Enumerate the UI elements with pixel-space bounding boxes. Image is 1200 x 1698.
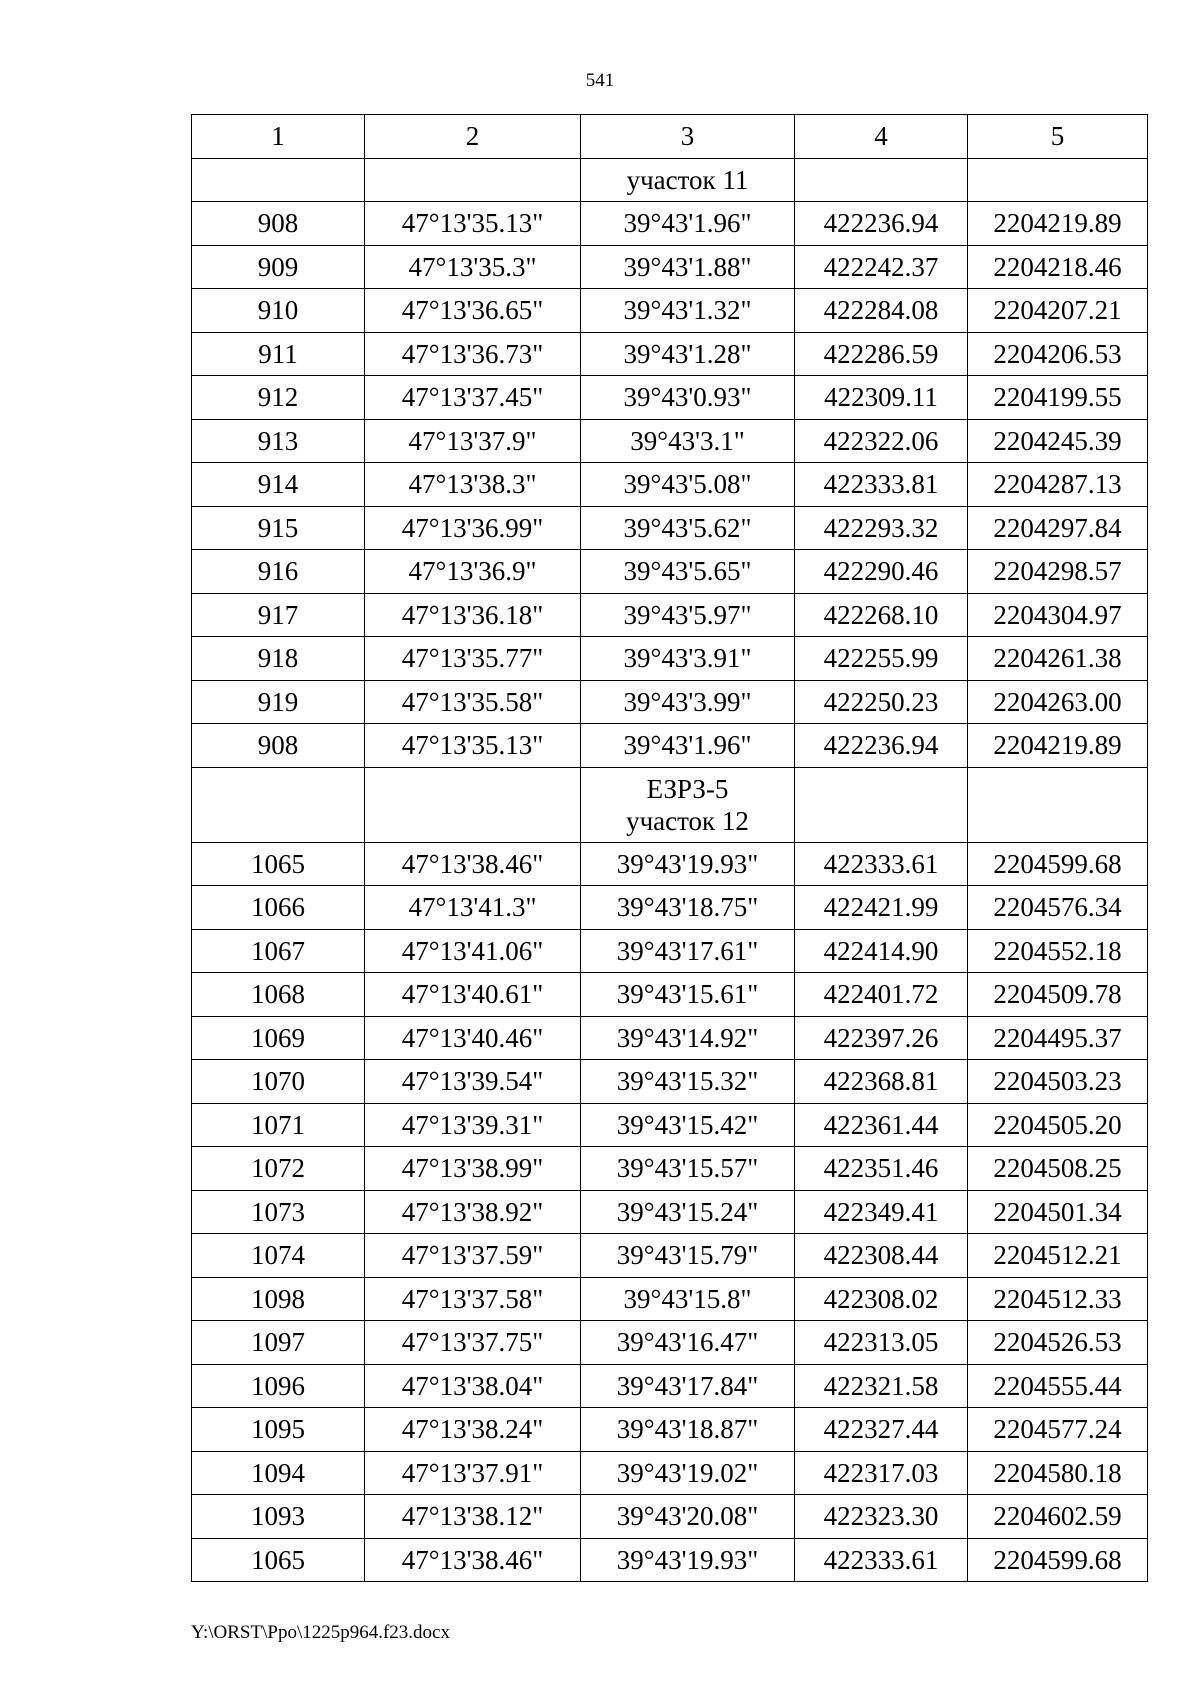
point-number-cell: 1065 [192,842,365,886]
longitude-cell: 39°43'19.02" [581,1451,795,1495]
y-coordinate-cell: 2204508.25 [968,1147,1148,1191]
longitude-cell: 39°43'15.61" [581,973,795,1017]
table-row [192,724,1148,768]
x-coordinate-cell: 422236.94 [795,202,968,246]
table-row [192,289,1148,333]
point-number-cell: 913 [192,419,365,463]
longitude-cell: 39°43'5.08" [581,463,795,507]
latitude-cell: 47°13'38.46" [365,842,581,886]
table-body [192,158,1148,1582]
longitude-cell: 39°43'15.24" [581,1190,795,1234]
table-row [192,550,1148,594]
point-number-cell: 1073 [192,1190,365,1234]
table-row [192,1451,1148,1495]
table-row [192,1277,1148,1321]
y-coordinate-cell: 2204503.23 [968,1060,1148,1104]
point-number-cell: 915 [192,506,365,550]
x-coordinate-cell: 422323.30 [795,1495,968,1539]
latitude-cell: 47°13'36.65" [365,289,581,333]
y-coordinate-cell: 2204245.39 [968,419,1148,463]
x-coordinate-cell: 422421.99 [795,886,968,930]
latitude-cell: 47°13'37.59" [365,1234,581,1278]
x-coordinate-cell: 422368.81 [795,1060,968,1104]
y-coordinate-cell: 2204505.20 [968,1103,1148,1147]
latitude-cell: 47°13'39.31" [365,1103,581,1147]
point-number-cell: 918 [192,637,365,681]
coordinates-table [191,114,1148,1582]
y-coordinate-cell: 2204495.37 [968,1016,1148,1060]
section-label [581,767,795,842]
point-number-cell: 1068 [192,973,365,1017]
y-coordinate-cell: 2204263.00 [968,680,1148,724]
table-row [192,1190,1148,1234]
point-number-cell: 911 [192,332,365,376]
x-coordinate-cell: 422308.44 [795,1234,968,1278]
latitude-cell: 47°13'37.58" [365,1277,581,1321]
y-coordinate-cell: 2204552.18 [968,929,1148,973]
y-coordinate-cell: 2204526.53 [968,1321,1148,1365]
point-number-cell: 1093 [192,1495,365,1539]
longitude-cell: 39°43'14.92" [581,1016,795,1060]
table-row [192,680,1148,724]
x-coordinate-cell: 422250.23 [795,680,968,724]
y-coordinate-cell: 2204298.57 [968,550,1148,594]
latitude-cell: 47°13'37.45" [365,376,581,420]
longitude-cell: 39°43'15.57" [581,1147,795,1191]
latitude-cell: 47°13'36.18" [365,593,581,637]
longitude-cell: 39°43'17.84" [581,1364,795,1408]
x-coordinate-cell: 422242.37 [795,245,968,289]
longitude-cell: 39°43'5.97" [581,593,795,637]
latitude-cell: 47°13'41.3" [365,886,581,930]
point-number-cell: 1096 [192,1364,365,1408]
x-coordinate-cell: 422286.59 [795,332,968,376]
point-number-cell: 1066 [192,886,365,930]
latitude-cell: 47°13'36.73" [365,332,581,376]
longitude-cell: 39°43'20.08" [581,1495,795,1539]
latitude-cell: 47°13'36.99" [365,506,581,550]
x-coordinate-cell: 422313.05 [795,1321,968,1365]
latitude-cell: 47°13'35.3" [365,245,581,289]
section-label-line-1: ЕЗРЗ-5 [646,773,729,804]
point-number-cell: 908 [192,202,365,246]
longitude-cell: 39°43'1.96" [581,202,795,246]
y-coordinate-cell: 2204580.18 [968,1451,1148,1495]
y-coordinate-cell: 2204555.44 [968,1364,1148,1408]
y-coordinate-cell: 2204599.68 [968,842,1148,886]
y-coordinate-cell: 2204304.97 [968,593,1148,637]
y-coordinate-cell: 2204576.34 [968,886,1148,930]
table-row [192,593,1148,637]
latitude-cell: 47°13'37.91" [365,1451,581,1495]
section-empty-cell [192,158,365,202]
x-coordinate-cell: 422268.10 [795,593,968,637]
latitude-cell: 47°13'37.75" [365,1321,581,1365]
table-row [192,376,1148,420]
longitude-cell: 39°43'1.28" [581,332,795,376]
section-label: участок 11 [581,158,795,202]
section-empty-cell [192,767,365,842]
page-number: 541 [585,70,615,91]
longitude-cell: 39°43'15.8" [581,1277,795,1321]
x-coordinate-cell: 422361.44 [795,1103,968,1147]
y-coordinate-cell: 2204501.34 [968,1190,1148,1234]
y-coordinate-cell: 2204509.78 [968,973,1148,1017]
section-row-1 [192,158,1148,202]
table-row [192,842,1148,886]
table-row [192,637,1148,681]
point-number-cell: 1074 [192,1234,365,1278]
table-row [192,1321,1148,1365]
latitude-cell: 47°13'35.77" [365,637,581,681]
header-cell-3: 3 [581,115,795,159]
y-coordinate-cell: 2204512.33 [968,1277,1148,1321]
point-number-cell: 916 [192,550,365,594]
x-coordinate-cell: 422236.94 [795,724,968,768]
point-number-cell: 1070 [192,1060,365,1104]
table-row [192,1147,1148,1191]
y-coordinate-cell: 2204199.55 [968,376,1148,420]
latitude-cell: 47°13'35.13" [365,202,581,246]
longitude-cell: 39°43'15.32" [581,1060,795,1104]
table-row [192,202,1148,246]
latitude-cell: 47°13'40.61" [365,973,581,1017]
point-number-cell: 1095 [192,1408,365,1452]
y-coordinate-cell: 2204218.46 [968,245,1148,289]
longitude-cell: 39°43'15.42" [581,1103,795,1147]
longitude-cell: 39°43'0.93" [581,376,795,420]
section-empty-cell [795,158,968,202]
point-number-cell: 914 [192,463,365,507]
point-number-cell: 919 [192,680,365,724]
point-number-cell: 912 [192,376,365,420]
longitude-cell: 39°43'1.32" [581,289,795,333]
y-coordinate-cell: 2204206.53 [968,332,1148,376]
point-number-cell: 1094 [192,1451,365,1495]
section-empty-cell [365,767,581,842]
longitude-cell: 39°43'18.75" [581,886,795,930]
x-coordinate-cell: 422333.81 [795,463,968,507]
latitude-cell: 47°13'36.9" [365,550,581,594]
x-coordinate-cell: 422309.11 [795,376,968,420]
x-coordinate-cell: 422322.06 [795,419,968,463]
table-row [192,1495,1148,1539]
y-coordinate-cell: 2204287.13 [968,463,1148,507]
point-number-cell: 1067 [192,929,365,973]
point-number-cell: 1098 [192,1277,365,1321]
section-empty-cell [968,767,1148,842]
section-empty-cell [795,767,968,842]
x-coordinate-cell: 422397.26 [795,1016,968,1060]
y-coordinate-cell: 2204602.59 [968,1495,1148,1539]
point-number-cell: 1097 [192,1321,365,1365]
latitude-cell: 47°13'39.54" [365,1060,581,1104]
longitude-cell: 39°43'17.61" [581,929,795,973]
table-row [192,1538,1148,1582]
coordinates-table-container [191,114,1147,1582]
document-file-path: Y:\ORST\Ppo\1225p964.f23.docx [191,1622,450,1643]
point-number-cell: 1072 [192,1147,365,1191]
table-row [192,1234,1148,1278]
y-coordinate-cell: 2204219.89 [968,724,1148,768]
y-coordinate-cell: 2204261.38 [968,637,1148,681]
table-row [192,886,1148,930]
y-coordinate-cell: 2204599.68 [968,1538,1148,1582]
point-number-cell: 910 [192,289,365,333]
x-coordinate-cell: 422293.32 [795,506,968,550]
latitude-cell: 47°13'38.92" [365,1190,581,1234]
longitude-cell: 39°43'19.93" [581,842,795,886]
x-coordinate-cell: 422401.72 [795,973,968,1017]
table-row [192,1060,1148,1104]
header-row [192,115,1148,159]
latitude-cell: 47°13'40.46" [365,1016,581,1060]
x-coordinate-cell: 422284.08 [795,289,968,333]
y-coordinate-cell: 2204219.89 [968,202,1148,246]
table-row [192,332,1148,376]
point-number-cell: 1069 [192,1016,365,1060]
y-coordinate-cell: 2204207.21 [968,289,1148,333]
header-cell-2: 2 [365,115,581,159]
latitude-cell: 47°13'38.46" [365,1538,581,1582]
x-coordinate-cell: 422333.61 [795,1538,968,1582]
x-coordinate-cell: 422327.44 [795,1408,968,1452]
header-cell-5: 5 [968,115,1148,159]
table-row [192,1408,1148,1452]
latitude-cell: 47°13'38.12" [365,1495,581,1539]
section-label-line-2: участок 12 [626,805,749,836]
section-empty-cell [365,158,581,202]
x-coordinate-cell: 422333.61 [795,842,968,886]
x-coordinate-cell: 422414.90 [795,929,968,973]
longitude-cell: 39°43'5.65" [581,550,795,594]
longitude-cell: 39°43'19.93" [581,1538,795,1582]
latitude-cell: 47°13'38.99" [365,1147,581,1191]
x-coordinate-cell: 422308.02 [795,1277,968,1321]
table-row [192,973,1148,1017]
y-coordinate-cell: 2204297.84 [968,506,1148,550]
latitude-cell: 47°13'41.06" [365,929,581,973]
point-number-cell: 917 [192,593,365,637]
table-row [192,245,1148,289]
longitude-cell: 39°43'16.47" [581,1321,795,1365]
header-cell-4: 4 [795,115,968,159]
latitude-cell: 47°13'35.58" [365,680,581,724]
x-coordinate-cell: 422317.03 [795,1451,968,1495]
x-coordinate-cell: 422349.41 [795,1190,968,1234]
longitude-cell: 39°43'18.87" [581,1408,795,1452]
table-row [192,1103,1148,1147]
x-coordinate-cell: 422321.58 [795,1364,968,1408]
latitude-cell: 47°13'38.3" [365,463,581,507]
table-row [192,419,1148,463]
longitude-cell: 39°43'1.96" [581,724,795,768]
longitude-cell: 39°43'15.79" [581,1234,795,1278]
x-coordinate-cell: 422255.99 [795,637,968,681]
table-row [192,463,1148,507]
longitude-cell: 39°43'3.1" [581,419,795,463]
table-row [192,1016,1148,1060]
point-number-cell: 1071 [192,1103,365,1147]
y-coordinate-cell: 2204512.21 [968,1234,1148,1278]
latitude-cell: 47°13'37.9" [365,419,581,463]
section-empty-cell [968,158,1148,202]
x-coordinate-cell: 422351.46 [795,1147,968,1191]
latitude-cell: 47°13'38.24" [365,1408,581,1452]
y-coordinate-cell: 2204577.24 [968,1408,1148,1452]
header-cell-1: 1 [192,115,365,159]
point-number-cell: 1065 [192,1538,365,1582]
table-row [192,1364,1148,1408]
point-number-cell: 908 [192,724,365,768]
latitude-cell: 47°13'38.04" [365,1364,581,1408]
section-row-2 [192,767,1148,842]
x-coordinate-cell: 422290.46 [795,550,968,594]
longitude-cell: 39°43'1.88" [581,245,795,289]
table-row [192,506,1148,550]
point-number-cell: 909 [192,245,365,289]
latitude-cell: 47°13'35.13" [365,724,581,768]
longitude-cell: 39°43'5.62" [581,506,795,550]
table-row [192,929,1148,973]
longitude-cell: 39°43'3.99" [581,680,795,724]
longitude-cell: 39°43'3.91" [581,637,795,681]
